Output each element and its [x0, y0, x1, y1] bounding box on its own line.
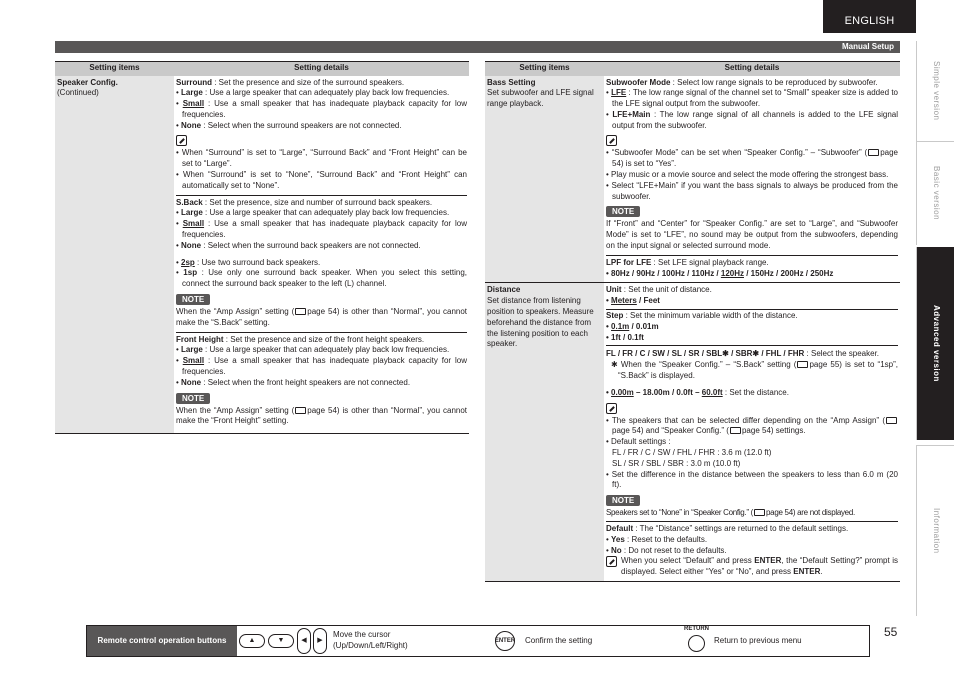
- setting-item-distance: Distance Set distance from listening position to speakers. Measure beforehand the distance from the listening position to each speaker.: [485, 283, 604, 582]
- surround-block: Surround : Set the presence and size of the surround speakers. • Large : Use a large speaker that can adequately play back low frequencies. • Small : Use a small speaker that has inadequate playback capacity for low frequencies. • None : Select when the surround speakers are not connected. • When “Surround” is set to “Large”, “Surround Back” and “Front Height” can be set to “Large”. • When “Surround” is set to “None”, “Surround Back” and “Front Height” can automatically set to “None”.: [176, 77, 468, 190]
- down-arrow-button-icon: ▼: [268, 634, 294, 648]
- col-header-details: Setting details: [604, 62, 900, 76]
- side-tab-advanced[interactable]: Advanced version: [916, 247, 954, 440]
- right-arrow-button-icon: ▶: [313, 628, 327, 654]
- sback-block: S.Back : Set the presence, size and number of surround back speakers. • Large : Use a large speaker that can adequately play back low frequencies. • Small : Use a small speaker that has inadequate playback capacity for low frequencies. • None : Select when the surround back speakers are not connected. • 2sp : Use two surround back speakers. • 1sp : Use only one surround back speaker. When you select this setting, connect the surround back speaker to the left (L) channel. NOTE When the “Amp Assign” setting ( page 54) is other than “Normal”, you cannot make the “S.Back” setting.: [176, 195, 467, 332]
- settings-table-right: [485, 61, 900, 582]
- note-badge: NOTE: [606, 206, 640, 217]
- page-ref-icon: [886, 417, 897, 424]
- setting-item-bass: Bass Setting Set subwoofer and LFE signal range playback.: [485, 76, 604, 283]
- note-badge: NOTE: [176, 294, 210, 305]
- setting-details-speaker-config: [174, 76, 469, 434]
- page-ref-icon: [754, 509, 765, 516]
- col-header-items: Setting items: [485, 62, 604, 76]
- page-number: 55: [884, 625, 898, 639]
- remote-control-label: Remote control operation buttons: [87, 626, 237, 656]
- memo-icon: [606, 403, 617, 414]
- col-header-items: Setting items: [55, 62, 174, 76]
- move-cursor-text: Move the cursor (Up/Down/Left/Right): [333, 630, 408, 650]
- setting-details-bass: Subwoofer Mode : Select low range signals to be reproduced by subwoofer. • LFE : The low range signal of the channel set to “Small” speaker size is added to the LFE signal output from the subwoofer. • LFE+Main : The low range signal of all channels is added to the LFE signal output from the subwoofer. • “Subwoofer Mode” can be set when “Speaker Config.” – “Subwoofer” ( page 54) is set to “Yes”. • Play music or a movie source and select the mode offering the strongest bass. • Select “LFE+Main” if you want the bass signals to always be produced from the subwoofer. NOTE If “Front” and “Center” for “Speaker Config.” are set to “Large”, and “Subwoofer Mode” is set to “LFE”, no sound may be output from the subwoofers, depending on the input signal or selected surround mode. LPF for LFE : Set LFE signal playback range. • 80Hz / 90Hz / 100Hz / 110Hz / 120Hz / 150Hz / 200Hz / 250Hz: [604, 76, 900, 283]
- return-button-icon: [688, 635, 705, 652]
- page-ref-icon: [868, 149, 879, 156]
- return-button-label: RETURN: [684, 626, 709, 632]
- confirm-setting-text: Confirm the setting: [525, 636, 593, 645]
- remote-control-bar: [86, 625, 870, 657]
- side-tab-simple[interactable]: Simple version: [916, 41, 954, 141]
- left-arrow-button-icon: ◀: [297, 628, 311, 654]
- note-badge: NOTE: [176, 393, 210, 404]
- up-arrow-button-icon: ▲: [239, 634, 265, 648]
- memo-icon: [606, 135, 617, 146]
- page-ref-icon: [295, 407, 306, 414]
- side-tab-basic[interactable]: Basic version: [916, 142, 954, 245]
- memo-icon: [606, 556, 617, 567]
- section-bar: [55, 41, 900, 53]
- side-tab-information[interactable]: Information: [916, 446, 954, 616]
- setting-item-speaker-config: Speaker Config. (Continued): [55, 76, 174, 434]
- return-previous-text: Return to previous menu: [714, 636, 802, 645]
- settings-table-left: [55, 61, 469, 434]
- front-height-block: Front Height : Set the presence and size of the front height speakers. • Large : Use a large speaker that can adequately play back low frequencies. • Small : Use a small speaker that has inadequate playback capacity for low frequencies. • None : Select when the front height speakers are not connected. NOTE When the “Amp Assign” setting ( page 54) is other than “Normal”, you cannot make the “Front Height” setting.: [176, 332, 467, 431]
- col-header-details: Setting details: [174, 62, 469, 76]
- language-tab: ENGLISH: [823, 0, 916, 33]
- note-badge: NOTE: [606, 495, 640, 506]
- page-ref-icon: [730, 427, 741, 434]
- setting-details-distance: Unit : Set the unit of distance. • Meters / Feet Step : Set the minimum variable width of the distance. • 0.1m / 0.01m • 1ft / 0.1ft FL / FR / C / SW / SL / SR / SBL✱ / SBR✱ / FHL / FHR : Select the speaker. ✱ When the “Speaker Config.” – “S.Back” setting ( page 55) is set to “1sp”, “S.Back” is displayed. • 0.00m – 18.00m / 0.0ft – 60.0ft : Set the distance. • The speakers that can be selected differ depending on the “Amp Assign” (page 54) and “Speaker Config.” ( page 54) settings. • Default settings : FL / FR / C / SW / FHL / FHR : 3.6 m (12.0 ft) SL / SR / SBL / SBR : 3.0 m (10.0 ft) • Set the difference in the distance between the speakers to less than 6.0 m (20 ft). NOTE Speakers set to “None” in “Speaker Config.” ( page 54) are not displayed. Default : The “Distance” settings are returned to the default settings. • Yes : Reset to the defaults. • No : Do not reset to the defaults. When you select “Default” and press ENTER, the “Default Setting?” prompt is displayed. Select either “Yes” or “No”, and press ENTER.: [604, 283, 900, 582]
- enter-button-icon: ENTER: [495, 631, 515, 651]
- page-ref-icon: [797, 361, 808, 368]
- page-ref-icon: [295, 308, 306, 315]
- memo-icon: [176, 135, 187, 146]
- section-title: Manual Setup: [841, 42, 894, 51]
